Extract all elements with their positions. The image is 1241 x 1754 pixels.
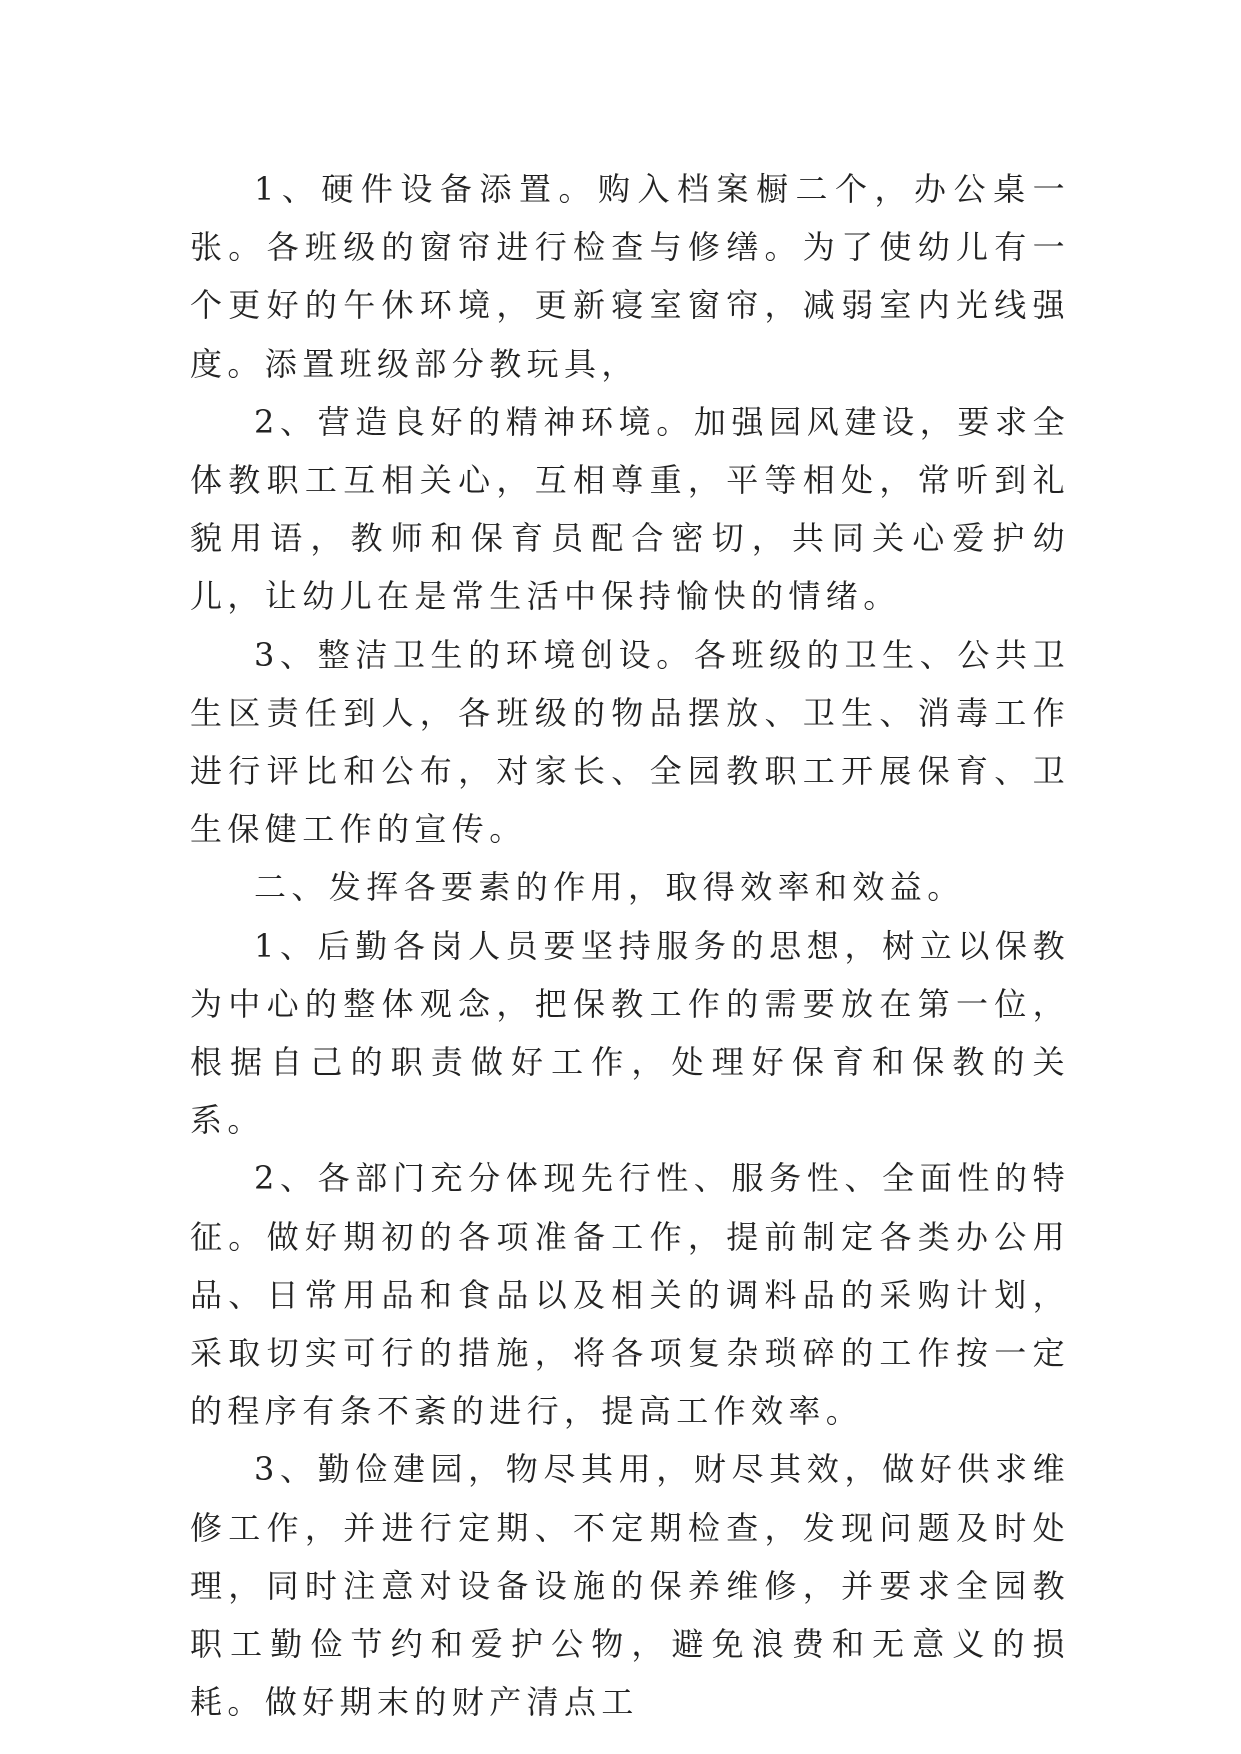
paragraph-department-preparation: 2、各部门充分体现先行性、服务性、全面性的特征。做好期初的各项准备工作，提前制定各类办公用品、日常用品和食品以及相关的调料品的采购计划，采取切实可行的措施，将各项复杂琐碎的工作按一定的程序有条不紊的进行，提高工作效率。 bbox=[190, 1159, 1070, 1431]
paragraph-service-mindset: 1、后勤各岗人员要坚持服务的思想，树立以保教为中心的整体观念，把保教工作的需要放在第一位，根据自己的职责做好工作，处理好保育和保教的关系。 bbox=[190, 926, 1070, 1140]
section-heading-two: 二、发挥各要素的作用，取得效率和效益。 bbox=[254, 868, 965, 907]
paragraph-thrift-maintenance: 3、勤俭建园，物尽其用，财尽其效，做好供求维修工作，并进行定期、不定期检查，发现问题及时处理，同时注意对设备设施的保养维修，并要求全园教职工勤俭节约和爱护公物，避免浪费和无意义的损耗。做好期末的财产清点工 bbox=[190, 1450, 1070, 1722]
paragraph-hygiene-environment: 3、整洁卫生的环境创设。各班级的卫生、公共卫生区责任到人，各班级的物品摆放、卫生、消毒工作进行评比和公布，对家长、全园教职工开展保育、卫生保健工作的宣传。 bbox=[190, 635, 1070, 849]
document-body bbox=[190, 160, 1070, 1731]
paragraph-spiritual-environment: 2、营造良好的精神环境。加强园风建设，要求全体教职工互相关心，互相尊重，平等相处，常听到礼貌用语，教师和保育员配合密切，共同关心爱护幼儿，让幼儿在是常生活中保持愉快的情绪。 bbox=[190, 402, 1070, 616]
paragraph-hardware-equipment: 1、硬件设备添置。购入档案橱二个，办公桌一张。各班级的窗帘进行检查与修缮。为了使幼儿有一个更好的午休环境，更新寝室窗帘，减弱室内光线强度。添置班级部分教玩具， bbox=[190, 170, 1070, 383]
